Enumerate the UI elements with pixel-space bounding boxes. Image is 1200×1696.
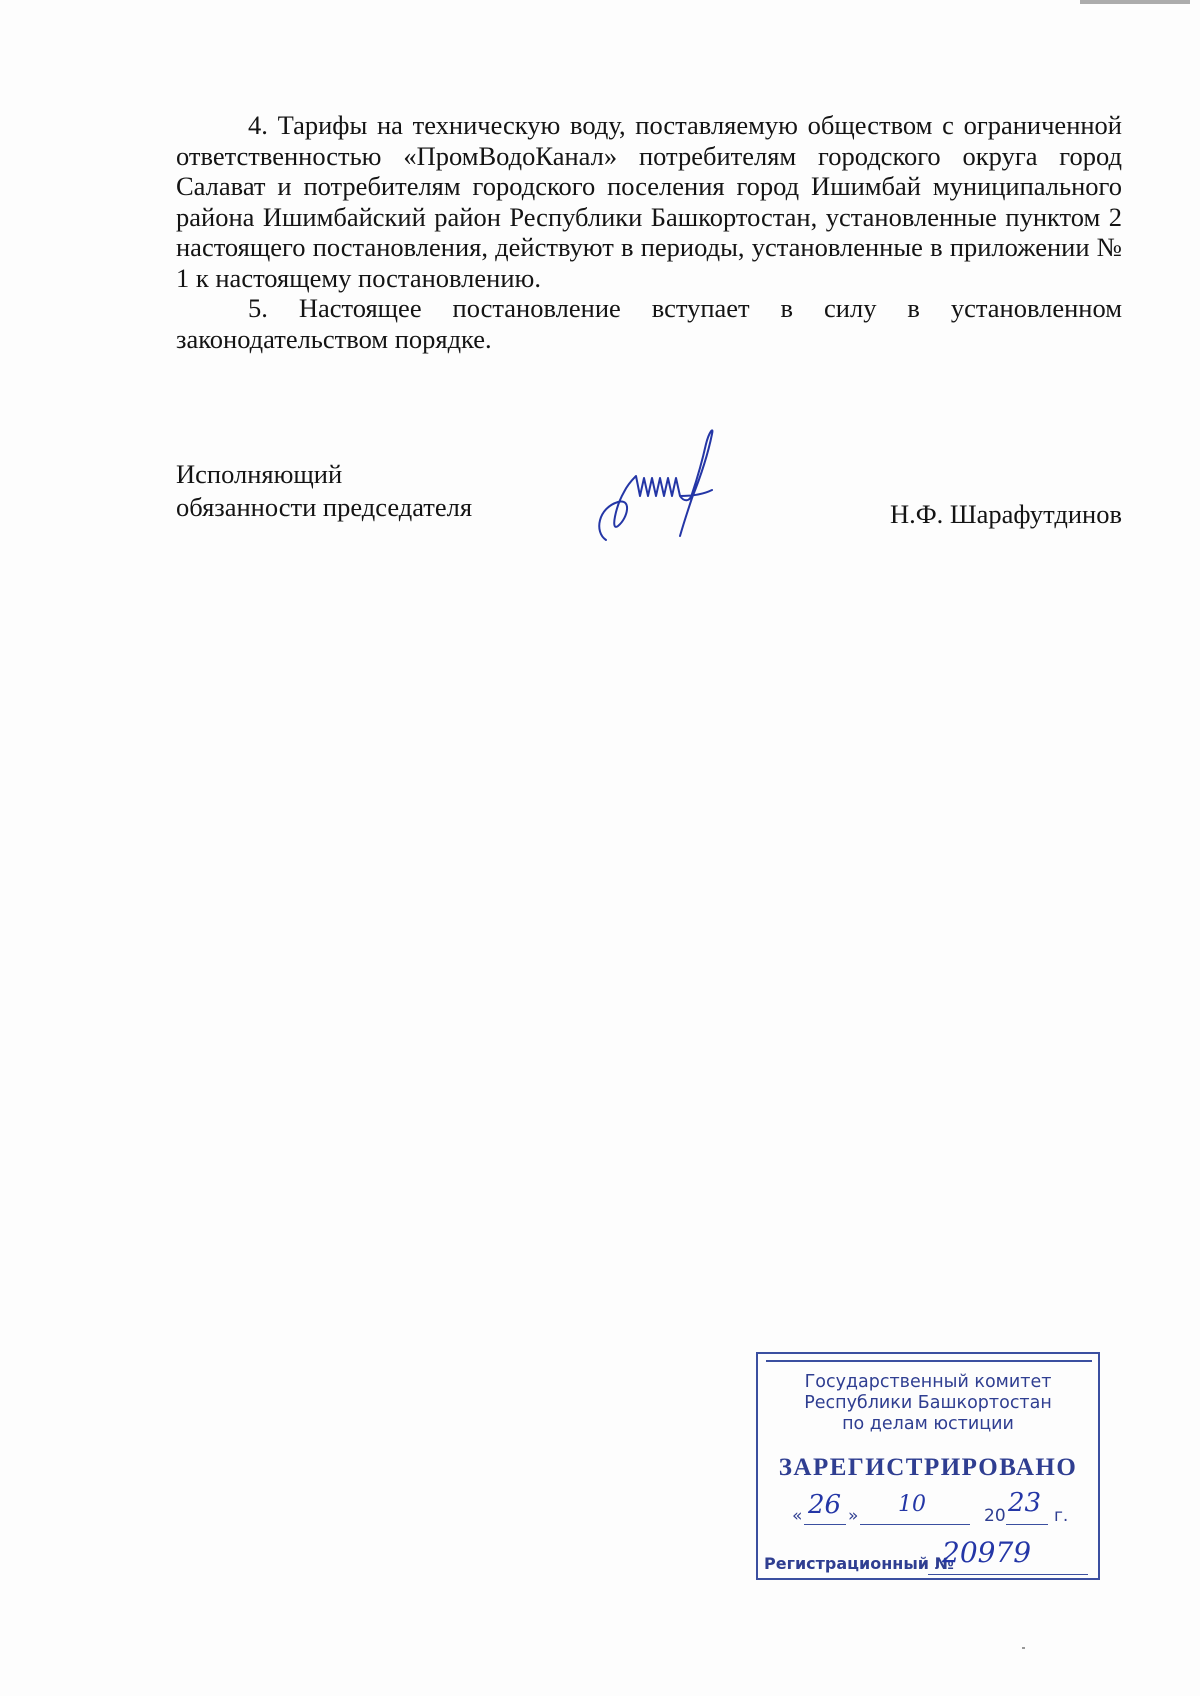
day-underline (804, 1524, 846, 1525)
date-close-quote: » (848, 1506, 859, 1526)
stamp-month: 10 (898, 1492, 926, 1517)
registration-stamp (756, 1352, 1100, 1580)
reg-number-underline (928, 1574, 1088, 1575)
paragraph-4: 4. Тарифы на техническую воду, поставляемую обществом с ограниченной ответственностью «ПромВодоКанал» потребителям городского округа город Салават и потребителям городского поселения город Ишимбай муниципального района Ишимбайский район Республики Башкортостан, установленные пунктом 2 настоящего постановления, действуют в периоды, установленные в приложении № 1 к настоящему постановлению. (176, 110, 1122, 293)
stamp-date (788, 1488, 1088, 1528)
stamp-org-line-3: по делам юстиции (842, 1414, 1014, 1434)
document-body (176, 110, 1122, 354)
signer-title (176, 458, 472, 524)
signer-title-line-1: Исполняющий (176, 459, 343, 489)
stamp-year-suffix: г. (1054, 1506, 1069, 1526)
scan-edge-mark (1080, 0, 1190, 4)
handwritten-signature-icon (588, 422, 738, 552)
stamp-top-border (766, 1360, 1092, 1362)
paragraph-5: 5. Настоящее постановление вступает в силу в установленном законодательством порядке. (176, 293, 1122, 354)
stamp-org-line-1: Государственный комитет (804, 1372, 1052, 1392)
stamp-registration-number (764, 1536, 1094, 1578)
signature-block (176, 458, 1122, 568)
year-underline (1006, 1524, 1048, 1525)
signer-title-line-2: обязанности председателя (176, 492, 473, 522)
reg-number-value: 20979 (942, 1536, 1032, 1569)
stamp-status: ЗАРЕГИСТРИРОВАНО (778, 1454, 1078, 1481)
reg-number-label: Регистрационный № (764, 1554, 954, 1573)
signer-name: Н.Ф. Шарафутдинов (889, 499, 1122, 529)
stamp-century: 20 (984, 1506, 1006, 1526)
stamp-organization (758, 1372, 1098, 1435)
scan-speck (1022, 1647, 1025, 1649)
stamp-day: 26 (808, 1490, 842, 1520)
date-open-quote: « (792, 1506, 803, 1526)
stamp-year: 23 (1008, 1488, 1042, 1518)
month-underline (860, 1524, 970, 1525)
stamp-org-line-2: Республики Башкортостан (804, 1393, 1052, 1413)
